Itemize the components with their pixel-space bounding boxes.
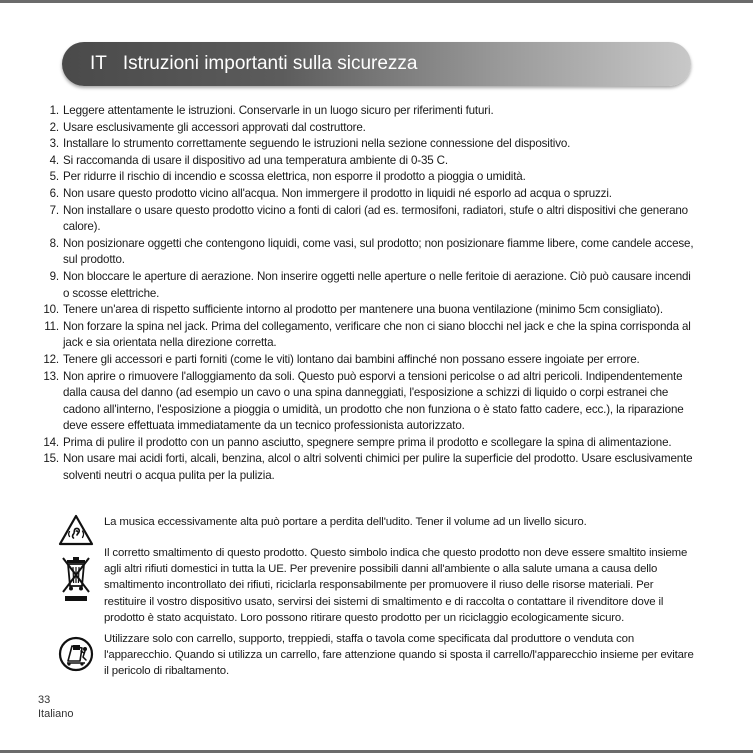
rule-number: 4. <box>49 153 59 167</box>
rule-item <box>32 319 700 352</box>
rule-text: Non installare o usare questo prodotto vicino a fonti di calori (ad es. termosifoni, radiatori, stufe o altri dispositivi che generano calore). <box>63 203 688 234</box>
rule-item <box>32 369 700 435</box>
rule-number: 3. <box>49 137 59 151</box>
section-header <box>62 42 691 86</box>
rule-number: 13. <box>43 369 59 383</box>
footer-language: Italiano <box>38 708 74 720</box>
rule-item <box>32 352 700 369</box>
rule-item <box>32 269 700 302</box>
rule-number: 11. <box>44 319 59 333</box>
rule-item <box>32 203 700 236</box>
rule-item <box>32 136 700 153</box>
safety-instructions-list <box>32 103 700 485</box>
rule-item <box>32 186 700 203</box>
rule-text: Tenere un'area di rispetto sufficiente intorno al prodotto per mantenere una buona ventilazione (minimo 5cm consigliato). <box>63 303 663 317</box>
rule-text: Non usare questo prodotto vicino all'acqua. Non immergere il prodotto in liquidi né esporlo ad acqua o spruzzi. <box>63 186 612 200</box>
rule-item <box>32 120 700 137</box>
crossed-bin-icon <box>48 545 104 611</box>
language-code: IT <box>90 53 107 74</box>
rule-text: Non aprire o rimuovere l'alloggiamento da soli. Questo può esporvi a tensioni pericolse o ad altri pericoli. Indipendentemente dalla causa del danno (ad esempio un cavo o una spina danneggiati, l'esposizione a schizzi di liquido o corpi estranei che cadono all'interno, l'esposizione a pioggia o umidità, un prodotto che non funziona o è stato fatto cadere, ecc.), la riparazione deve essere effettuata immediatamente da un tecnico professionista autorizzato. <box>63 369 684 433</box>
rule-number: 10. <box>43 303 59 317</box>
cart-notice <box>48 631 698 680</box>
cart-notice-text: Utilizzare solo con carrello, supporto, treppiedi, staffa o tavola come specificata dal produttore o venduta con l'apparecchio. Quando si utilizza un carrello, fare attenzione quando si sposta il carrello/l'apparecchio insieme per evitare il pericolo di ribaltamento. <box>104 633 694 678</box>
rule-text: Usare esclusivamente gli accessori approvati dal costruttore. <box>63 120 366 134</box>
rule-number: 12. <box>43 352 59 366</box>
rule-item <box>32 236 700 269</box>
rule-number: 8. <box>49 236 59 250</box>
rule-text: Si raccomanda di usare il dispositivo ad una temperatura ambiente di 0-35 C. <box>63 153 448 167</box>
rule-item <box>32 302 700 319</box>
rule-item <box>32 451 700 484</box>
cart-tip-over-icon <box>48 631 104 677</box>
page-title: Istruzioni importanti sulla sicurezza <box>122 53 418 74</box>
rule-text: Non posizionare oggetti che contengono liquidi, come vasi, sul prodotto; non posizionare fiamme libere, come candele accese, sul prodotto. <box>63 236 694 267</box>
rule-number: 2. <box>49 120 59 134</box>
rule-text: Non bloccare le aperture di aerazione. Non inserire oggetti nelle aperture o nelle feritoie di aerazione. Ciò può causare incendi o scosse elettriche. <box>63 269 691 300</box>
top-border <box>0 0 753 3</box>
rule-text: Leggere attentamente le istruzioni. Conservarle in un luogo sicuro per riferimenti futuri. <box>63 104 494 117</box>
rule-number: 6. <box>49 186 59 200</box>
rule-number: 7. <box>49 203 59 217</box>
weee-notice <box>48 545 698 626</box>
rule-item <box>32 435 700 452</box>
hearing-notice-text: La musica eccessivamente alta può portare a perdita dell'udito. Tener il volume ad un livello sicuro. <box>104 516 587 528</box>
rule-number: 15. <box>43 452 59 466</box>
rule-item <box>32 169 700 186</box>
rule-text: Installare lo strumento correttamente seguendo le istruzioni nella sezione connessione del dispositivo. <box>63 137 571 151</box>
rule-number: 1. <box>49 104 59 117</box>
rule-number: 14. <box>43 435 59 449</box>
rule-text: Non forzare la spina nel jack. Prima del collegamento, verificare che non ci siano blocchi nel jack e che la spina corrisponda al jack e sia orientata nella direzione corretta. <box>63 319 691 350</box>
rule-text: Prima di pulire il prodotto con un panno asciutto, spegnere sempre prima il prodotto e scollegare la spina di alimentazione. <box>63 435 672 449</box>
rule-number: 5. <box>49 170 59 184</box>
page-number: 33 <box>38 694 51 706</box>
rule-text: Tenere gli accessori e parti forniti (come le viti) lontano dai bambini affinché non possano essere ingoiate per errore. <box>63 352 640 366</box>
rule-text: Non usare mai acidi forti, alcali, benzina, alcol o altri solventi chimici per pulire la superficie del prodotto. Usare esclusivamente solventi neutri o acqua pulita per la pulizia. <box>63 452 693 483</box>
rule-item <box>32 103 700 120</box>
rule-item <box>32 153 700 170</box>
page-footer <box>38 693 73 721</box>
rule-number: 9. <box>49 269 59 283</box>
weee-notice-text: Il corretto smaltimento di questo prodotto. Questo simbolo indica che questo prodotto non deve essere smaltito insieme agli altri rifiuti domestici in tutta la UE. Per prevenire possibili danni all'ambiente o alla salute umana a causa dello smaltimento incontrollato dei rifiuti, riciclarla responsabilmente per promuovere il riuso delle risorse materiali. Per restituire il vostro dispositivo usato, servirsi dei sistemi di smaltimento e di raccolta o contattare il rivenditore dove il prodotto è stato acquistato. Loro possono ritirare questo prodotto per un riciclaggio ecologicamente sicuro. <box>104 547 688 624</box>
rule-text: Per ridurre il rischio di incendio e scossa elettrica, non esporre il prodotto a pioggia o umidità. <box>63 170 526 184</box>
